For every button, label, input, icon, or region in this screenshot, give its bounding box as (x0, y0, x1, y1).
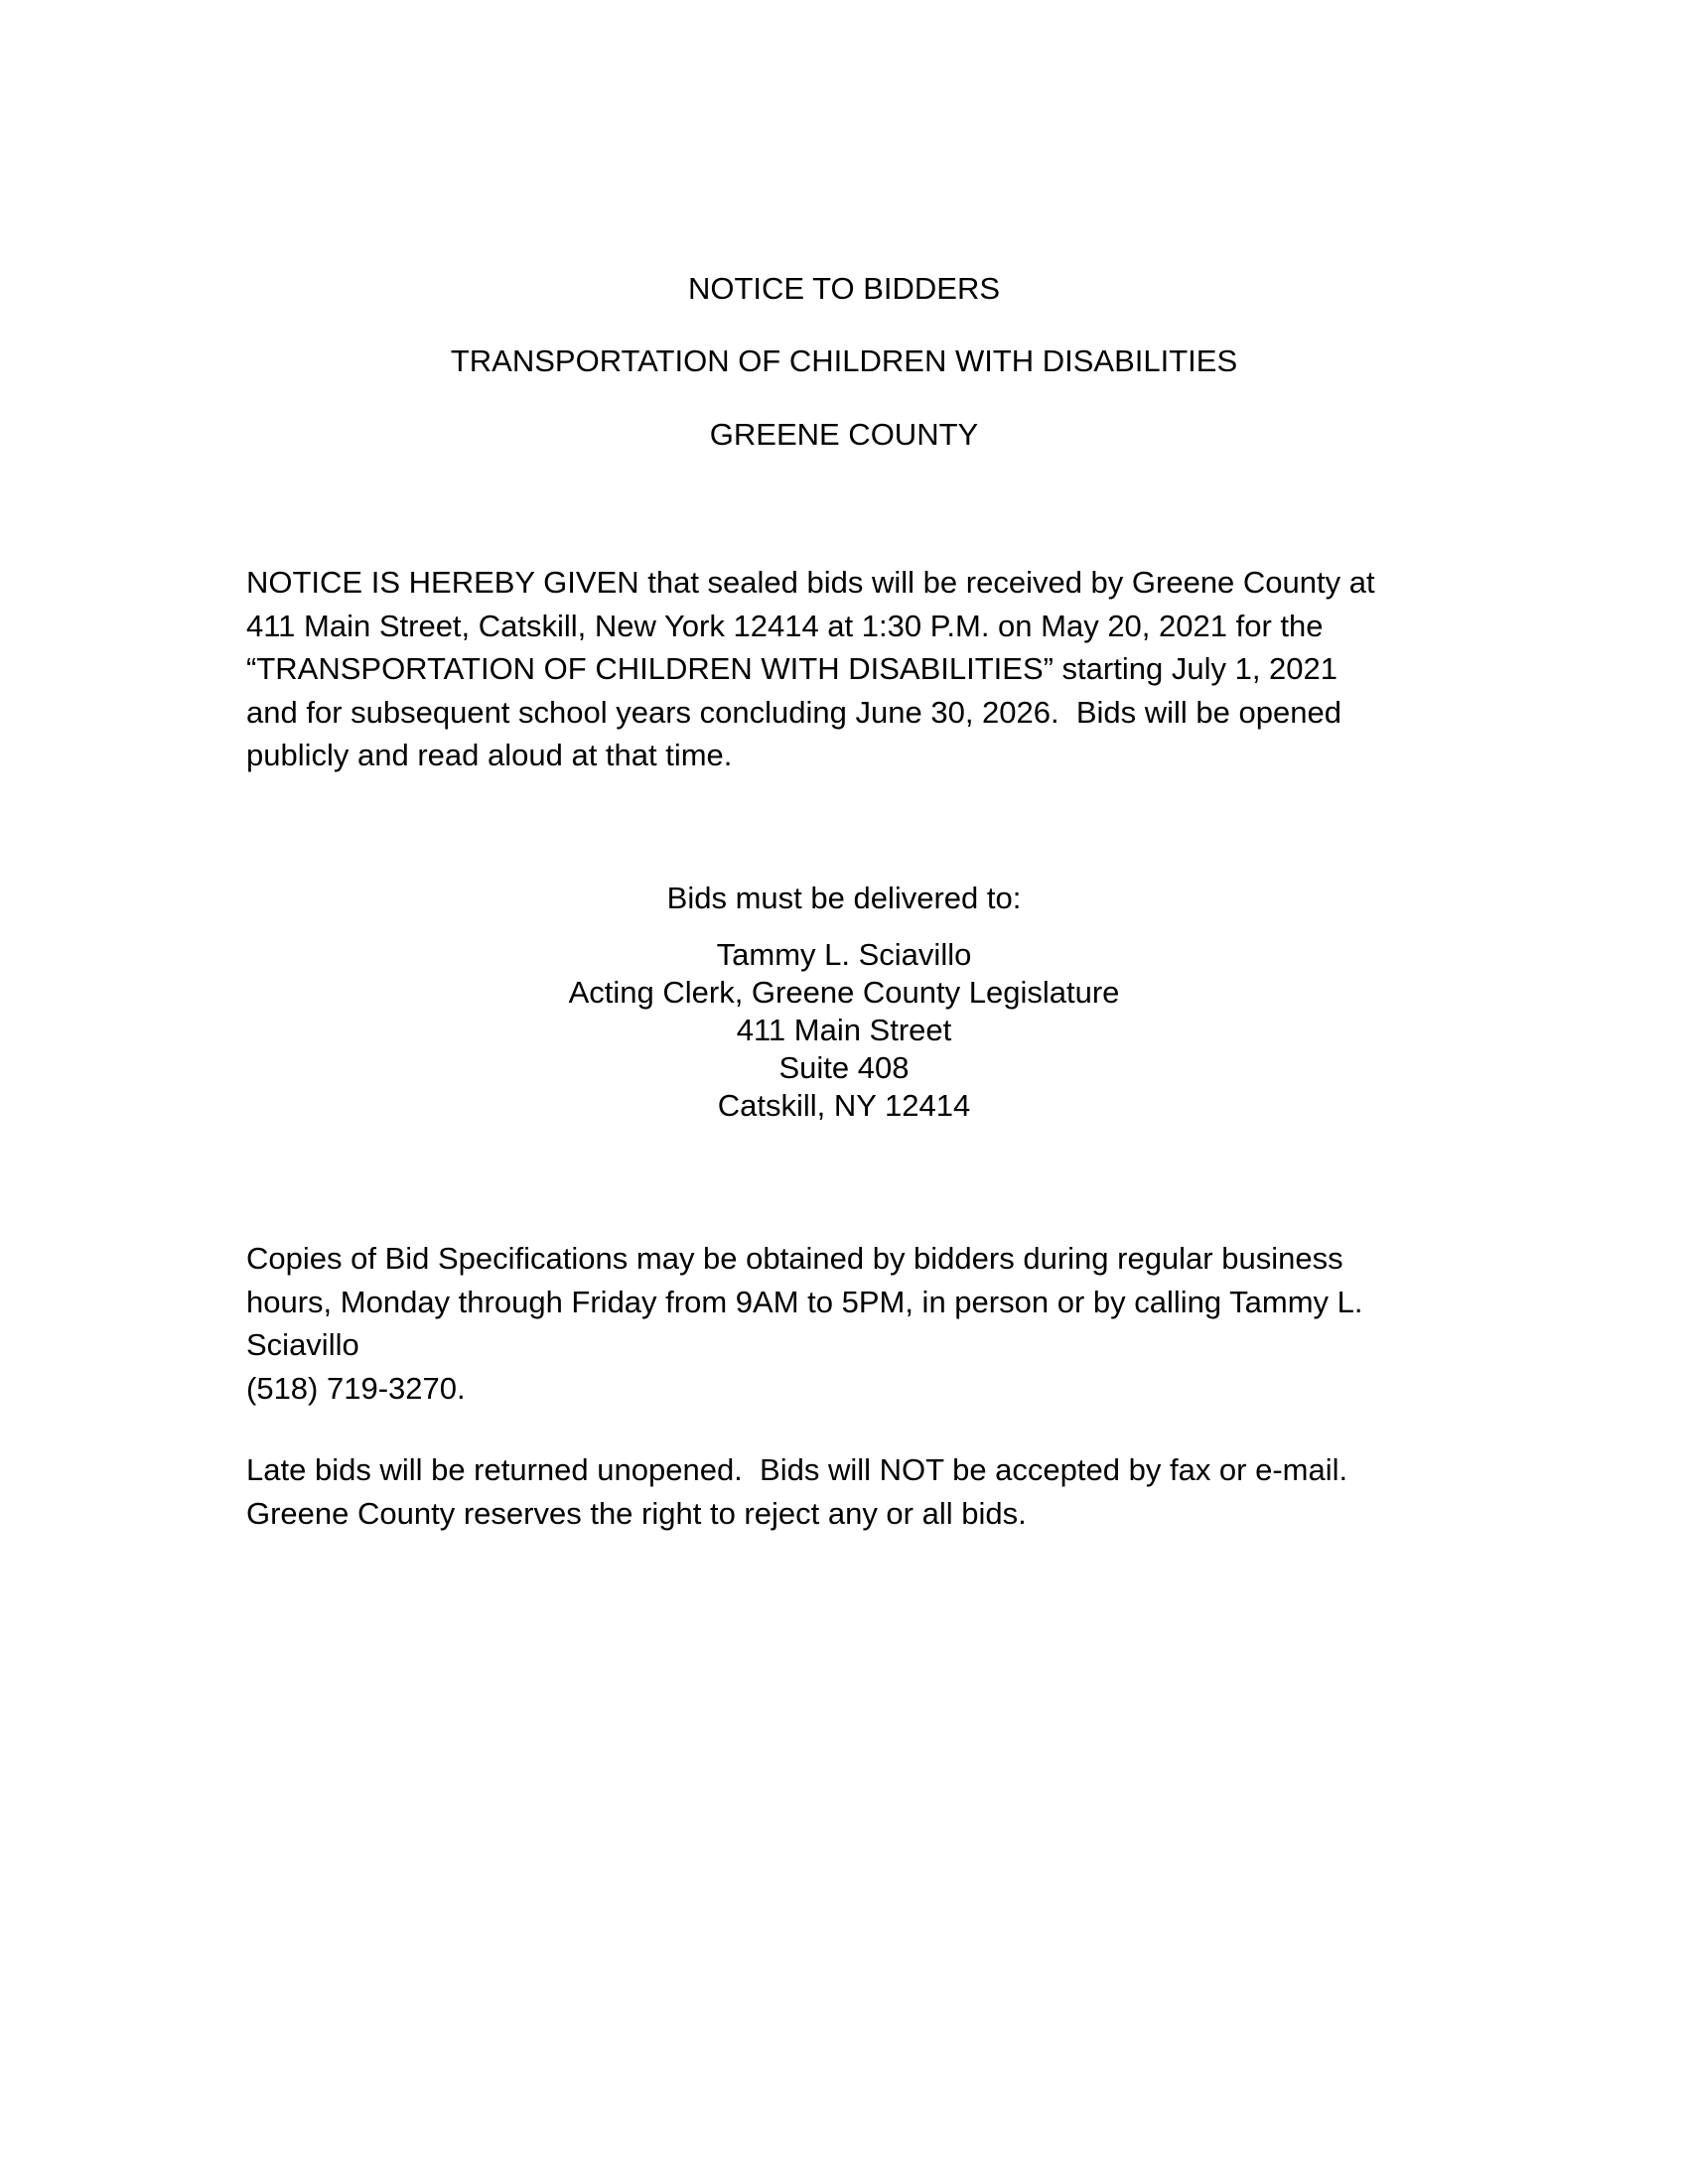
address-line: Suite 408 (778, 1050, 910, 1085)
late-bids-paragraph (246, 1448, 1477, 1535)
county-name: GREENE COUNTY (709, 417, 979, 452)
address-line: 411 Main Street (736, 1013, 952, 1047)
notice-title: NOTICE TO BIDDERS (687, 271, 1001, 306)
address-line: Catskill, NY 12414 (717, 1088, 971, 1123)
notice-line: 411 Main Street, Catskill, New York 12414 at 1:30 P.M. on May 20, 2021 for the (246, 608, 1324, 643)
copies-line: (518) 719-3270. (246, 1370, 466, 1406)
address-line: Tammy L. Sciavillo (716, 937, 972, 972)
copies-paragraph (246, 1237, 1477, 1410)
notice-paragraph (246, 561, 1477, 777)
late-bids-line: Greene County reserves the right to reject any or all bids. (246, 1495, 1027, 1531)
copies-line: Copies of Bid Specifications may be obtained by bidders during regular business (246, 1241, 1343, 1276)
copies-line: Sciavillo (246, 1327, 359, 1362)
copies-line: hours, Monday through Friday from 9AM to 5PM, in person or by calling Tammy L. (246, 1284, 1363, 1319)
address-line: Acting Clerk, Greene County Legislature (568, 975, 1120, 1010)
notice-line: “TRANSPORTATION OF CHILDREN WITH DISABILITIES” starting July 1, 2021 (246, 651, 1338, 686)
notice-line: publicly and read aloud at that time. (246, 738, 733, 772)
notice-line: NOTICE IS HEREBY GIVEN that sealed bids will be received by Greene County at (246, 565, 1375, 600)
delivery-address (0, 936, 1688, 1125)
delivery-heading: Bids must be delivered to: (666, 881, 1022, 915)
notice-line: and for subsequent school years concluding June 30, 2026. Bids will be opened (246, 694, 1341, 730)
late-bids-line: Late bids will be returned unopened. Bids will NOT be accepted by fax or e-mail. (246, 1452, 1348, 1487)
notice-subject: TRANSPORTATION OF CHILDREN WITH DISABILITIES (450, 343, 1238, 378)
